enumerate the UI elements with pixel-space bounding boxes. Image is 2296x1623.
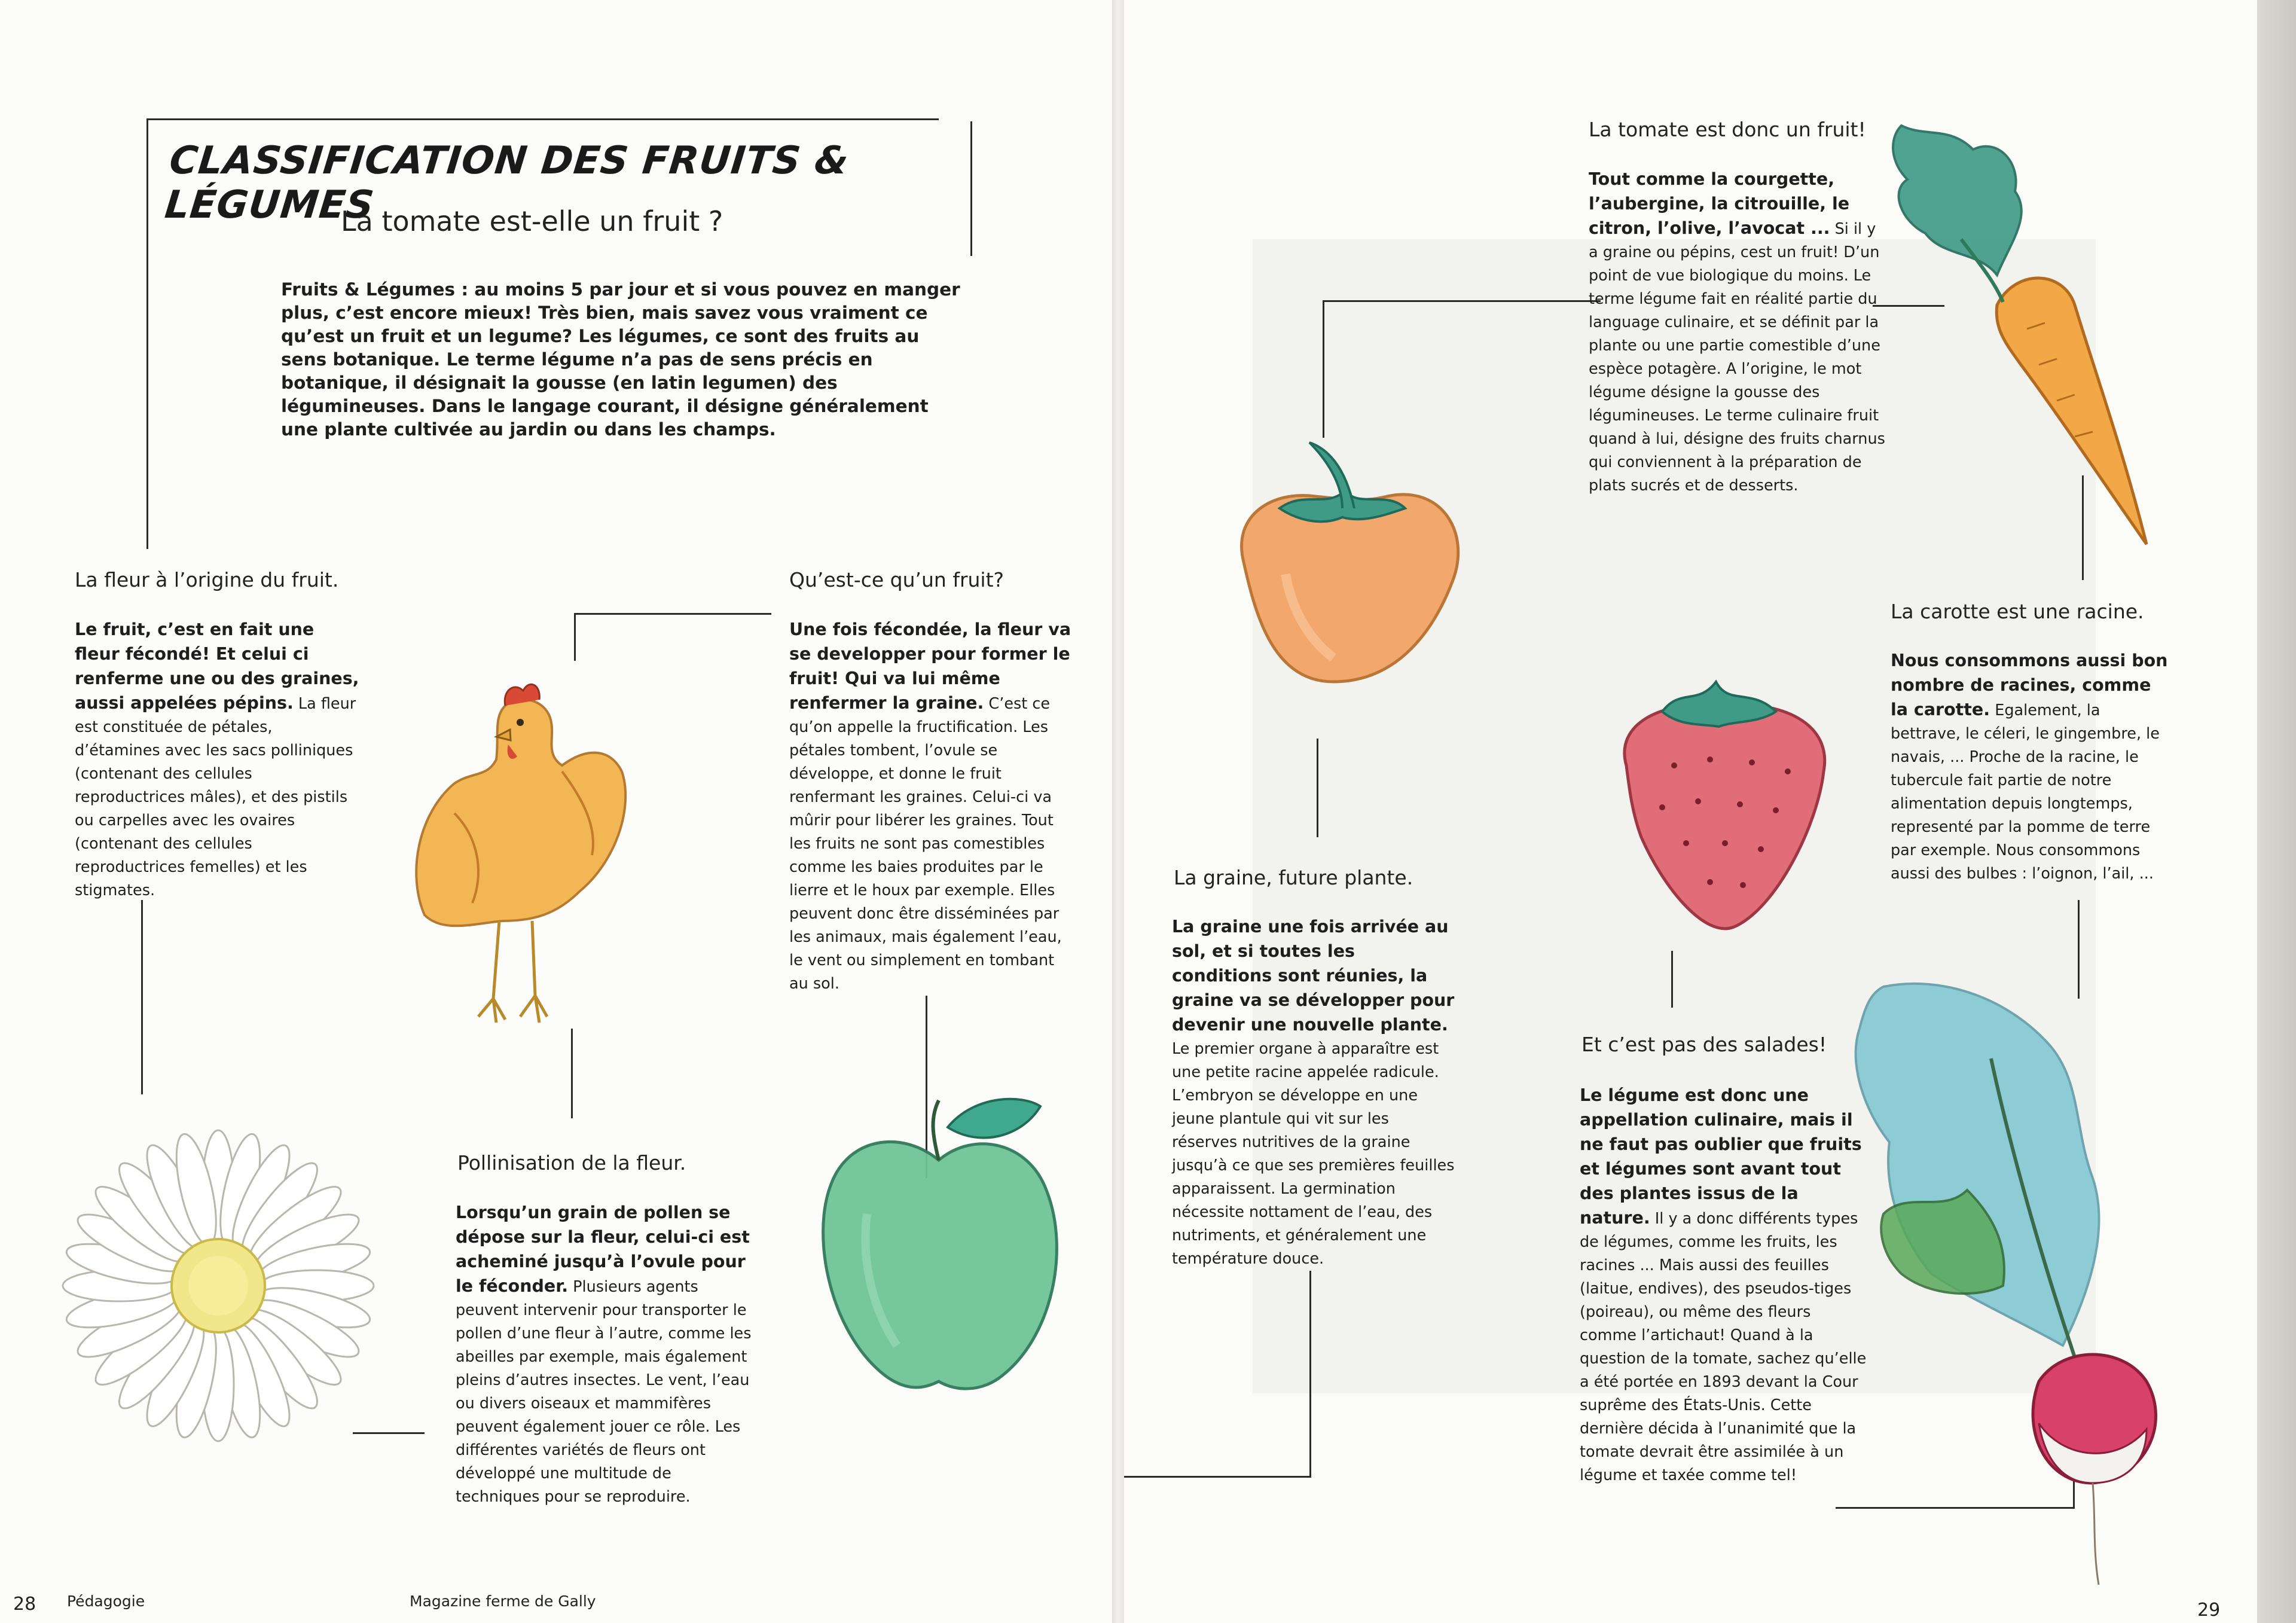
carotte-body: Egalement, la bettrave, le céleri, le gingembre, le navais, ... Proche de la racine, le tubercule fait partie de notre alimentation depuis longtemps, representé par la pomme de terre par exemple. Nous consommons aussi des bulbes : l’oignon, l’ail, ... [1891,701,2160,883]
fruit-heading: Qu’est-ce qu’un fruit? [789,568,1004,591]
fleur-lead: Le fruit, c’est en fait une fleur fécondé! Et celui ci renferme une ou des graines, aussi appelées pépins. [75,620,359,713]
intro-paragraph: Fruits & Légumes : au moins 5 par jour et si vous pouvez en manger plus, c’est encore mieux! Très bien, mais savez vous vraiment ce qu’est un fruit et un legume? Les légumes, ce sont des fruits au sens botanique. Le terme légume n’a pas de sens précis en botanique, il désignait la gousse (en latin legumen) des légumineuses. Dans le langage courant, il désigne généralement une plante cultivée au jardin ou dans les champs. [281,279,960,440]
radish-illustration [1812,963,2194,1591]
tomato-illustration [1208,419,1477,700]
chicken-illustration [383,658,646,1052]
page-title: CLASSIFICATION DES FRUITS & LÉGUMES [163,139,851,227]
graine-heading: La graine, future plante. [1174,866,1413,889]
title-frame-top [146,118,939,120]
carotte-text [1891,649,2172,886]
graine-lead: La graine une fois arrivée au sol, et si toutes les conditions sont réunies, la graine va se développer pour devenir une nouvelle plante. [1172,917,1455,1035]
connector-line [1309,1271,1311,1477]
pollinisation-heading: Pollinisation de la fleur. [457,1151,686,1174]
connector-line [1323,300,1601,302]
carotte-lead: Nous consommons aussi bon nombre de racines, comme la carotte. [1891,651,2168,719]
pollinisation-body: Plusieurs agents peuvent intervenir pour transporter le pollen d’une fleur à l’autre, comme les abeilles par exemple, mais également pleins d’autres insectes. Le vent, l’eau ou divers oiseaux et mammifères peuvent également jouer ce rôle. Les différentes variétés de fleurs ont développé une multitude de techniques pour se reproduire. [456,1278,752,1506]
connector-line [1323,300,1324,438]
fleur-text [75,618,362,902]
apple-illustration [795,1082,1082,1441]
connector-line [1671,951,1673,1008]
fruit-body: C’est ce qu’on appelle la fructification. Les pétales tombent, l’ovule se développe, et donne le fruit renfermant les graines. Celui-ci va mûrir pour libérer les graines. Tout les fruits ne sont pas comestibles comme les baies produites par le lierre et le houx par exemple. Elles peuvent donc être disséminées par les animaux, mais également l’eau, le vent ou simplement en tombant au sol. [789,695,1062,993]
section-label: Pédagogie [67,1593,145,1610]
magazine-name: Magazine ferme de Gally [410,1593,596,1610]
tomate-text [1589,167,1888,498]
fleur-body: La fleur est constituée de pétales, d’étamines avec les sacs polliniques (contenant des cellules reproductrices mâles), et des pistils ou carpelles avec les ovaires (contenant des cellules reproductrices femelles) et les stigmates. [75,695,356,899]
page-number: 28 [13,1594,36,1615]
page-number: 29 [2197,1600,2221,1621]
fruit-text [789,618,1073,996]
salades-body: Il y a donc différents types de légumes, comme les fruits, les racines ... Mais aussi des feuilles (laitue, endives), des pseudos-tiges (poireau), ou même des fleurs comme l’artichaut! Quand à la question de la tomate, sachez qu’elle a été portée en 1893 devant la Cour suprême des États-Unis. Cette dernière décida à l’unanimité que la tomate devrait être assimilée à un légume et taxée comme tel! [1580,1210,1867,1484]
connector-line [574,613,576,661]
title-frame-right [970,121,972,256]
daisy-illustration [57,1118,380,1453]
graine-text [1172,915,1456,1271]
tomate-body: Si il y a graine ou pépins, cest un fruit! D’un point de vue biologique du moins. Le terme légume fait en réalité partie du language culinaire, et se définit par la plante ou une partie comestible d’une espèce potagère. A l’origine, le mot légume désigne la gousse des légumineuses. Le terme culinaire fruit quand à lui, désigne des fruits charnus qui conviennent à la préparation de plats sucrés et de desserts. [1589,220,1885,495]
tomate-heading: La tomate est donc un fruit! [1589,118,1866,141]
connector-line [571,1029,573,1118]
title-frame-left [146,118,148,549]
pollinisation-text [456,1201,755,1509]
connector-line [1124,1476,1311,1478]
salades-text [1580,1084,1867,1487]
fleur-heading: La fleur à l’origine du fruit. [75,568,339,591]
connector-line [574,613,771,615]
pollinisation-lead: Lorsqu’un grain de pollen se dépose sur la fleur, celui-ci est acheminé jusqu’à l’ovule pour le féconder. [456,1203,750,1296]
left-page [0,0,1112,1623]
connector-line [141,900,143,1094]
strawberry-illustration [1596,646,1848,945]
page-subtitle: La tomate est-elle un fruit ? [341,205,723,237]
spine [1112,0,1124,1623]
fruit-lead: Une fois fécondée, la fleur va se developper pour former le fruit! Qui va lui même renfermer la graine. [789,620,1071,713]
salades-lead: Le légume est donc une appellation culinaire, mais il ne faut pas oublier que fruits et légumes sont avant tout des plantes issus de la nature. [1580,1085,1862,1228]
page-edge [2257,0,2296,1623]
tomate-lead: Tout comme la courgette, l’aubergine, la citrouille, le citron, l’olive, l’avocat ... [1589,169,1850,238]
carotte-heading: La carotte est une racine. [1891,600,2144,623]
carrot-illustration [1877,114,2176,568]
right-page [1124,0,2257,1623]
connector-line [1317,739,1318,837]
salades-heading: Et c’est pas des salades! [1581,1033,1827,1056]
connector-line [353,1432,425,1434]
graine-body: Le premier organe à apparaître est une petite racine appelée radicule. L’embryon se développe en une jeune plantule qui vit sur les réserves nutritives de la graine jusqu’à ce que ses premières feuilles apparaissent. La germination nécessite nottament de l’eau, des nutriments, et généralement une température douce. [1172,1040,1455,1268]
